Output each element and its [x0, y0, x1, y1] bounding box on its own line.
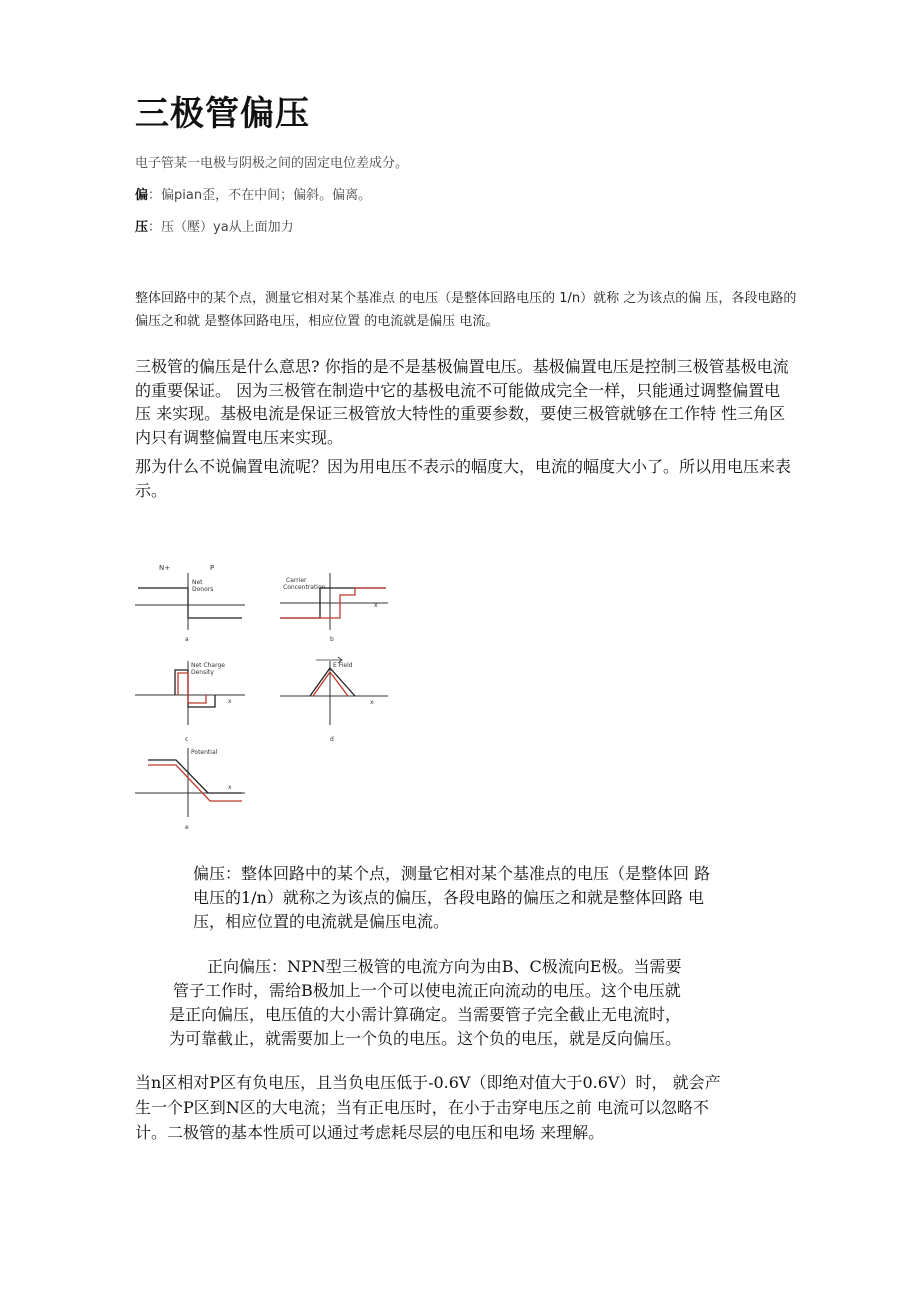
x-axis-label: x [228, 698, 232, 705]
svg-text:Donors: Donors [192, 586, 214, 593]
panel-d-efield [280, 657, 388, 743]
caption-a: a [185, 636, 189, 643]
pn-junction-figure [130, 555, 400, 835]
panel-a-net-donors [135, 564, 245, 643]
definition-pian [135, 184, 371, 203]
forward-bias-line: 是正向偏压，电压值的大小需计算确定。当需要管子完全截止无电流时， [169, 1005, 682, 1024]
definition-term: 压 [135, 220, 149, 235]
panel-b-carrier [280, 573, 388, 643]
forward-bias-line: 为可靠截止，就需要加上一个负的电压。这个负的电压，就是反向偏压。 [169, 1029, 682, 1048]
definition-text: ：偏pian歪，不在中间；偏斜。偏离。 [148, 188, 372, 203]
forward-bias-line: 管子工作时，需给B极加上一个可以使电流正向流动的电压。这个电压就 [173, 981, 681, 1000]
definition-ya [135, 216, 294, 235]
label-efield: E Field [333, 662, 353, 669]
svg-text:Concentration: Concentration [283, 584, 326, 591]
forward-bias-line: 正向偏压：NPN型三极管的电流方向为由B、C极流向E极。当需要 [207, 957, 682, 976]
page-title: 三极管偏压 [135, 94, 310, 134]
label-potential: Potential [191, 749, 218, 756]
paragraph-bias-definition: 整体回路中的某个点，测量它相对某个基准点 的电压（是整体回路电压的 1/n）就称 之为该点的偏 压，各段电路的偏压之和就 是整体回路电压，相应位置 的电流就是偏压 电流。 [135, 291, 797, 329]
x-axis-label: x [370, 699, 374, 706]
final-line: 计。二极管的基本性质可以通过考虑耗尽层的电压和电场 来理解。 [135, 1123, 605, 1142]
definition-term: 偏 [135, 188, 149, 203]
final-line: 生一个P区到N区的大电流；当有正电压时，在小于击穿电压之前 电流可以忽略不 [135, 1098, 709, 1117]
caption-d: d [330, 736, 334, 743]
quote-line: 压，相应位置的电流就是偏压电流。 [193, 912, 450, 931]
subtitle: 电子管某一电极与阴极之间的固定电位差成分。 [135, 156, 409, 171]
caption-e: e [185, 824, 189, 831]
quote-line: 电压的1/n）就称之为该点的偏压，各段电路的偏压之和就是整体回路 电 [193, 888, 704, 907]
quote-line: 偏压：整体回路中的某个点，测量它相对某个基准点的电压（是整体回 路 [193, 864, 711, 883]
svg-text:Density: Density [191, 669, 214, 676]
final-line: 当n区相对P区有负电压，且当负电压低于-0.6V（即绝对值大于0.6V）时， 就会产 [135, 1073, 721, 1092]
panel-c-charge-density [135, 661, 245, 743]
panel-e-potential [135, 748, 245, 831]
definition-text: ：压（壓）ya从上面加力 [148, 220, 294, 235]
paragraph-transistor-bias: 三极管的偏压是什么意思? 你指的是不是基极偏置电压。基极偏置电压是控制三极管基极电流的重要保证。 因为三极管在制造中它的基极电流不可能做成完全一样，只能通过调整偏置电压 来实现。基极电流是保证三极管放大特性的重要参数，要使三极管就够在工作特 性三角区内只有调整偏置电压来实现。 [135, 357, 789, 447]
label-carrier: Carrier [286, 577, 307, 584]
label-p: P [210, 564, 215, 572]
label-net-donors: Net [192, 579, 203, 586]
x-axis-label: x [374, 602, 378, 609]
paragraph-why-voltage: 那为什么不说偏置电流呢？因为用电压不表示的幅度大，电流的幅度大小了。所以用电压来表示。 [135, 457, 792, 500]
caption-c: c [185, 736, 189, 743]
label-charge-density: Net Charge [191, 662, 225, 669]
caption-b: b [330, 636, 334, 643]
label-nplus: N+ [159, 564, 171, 572]
x-axis-label: x [228, 784, 232, 791]
